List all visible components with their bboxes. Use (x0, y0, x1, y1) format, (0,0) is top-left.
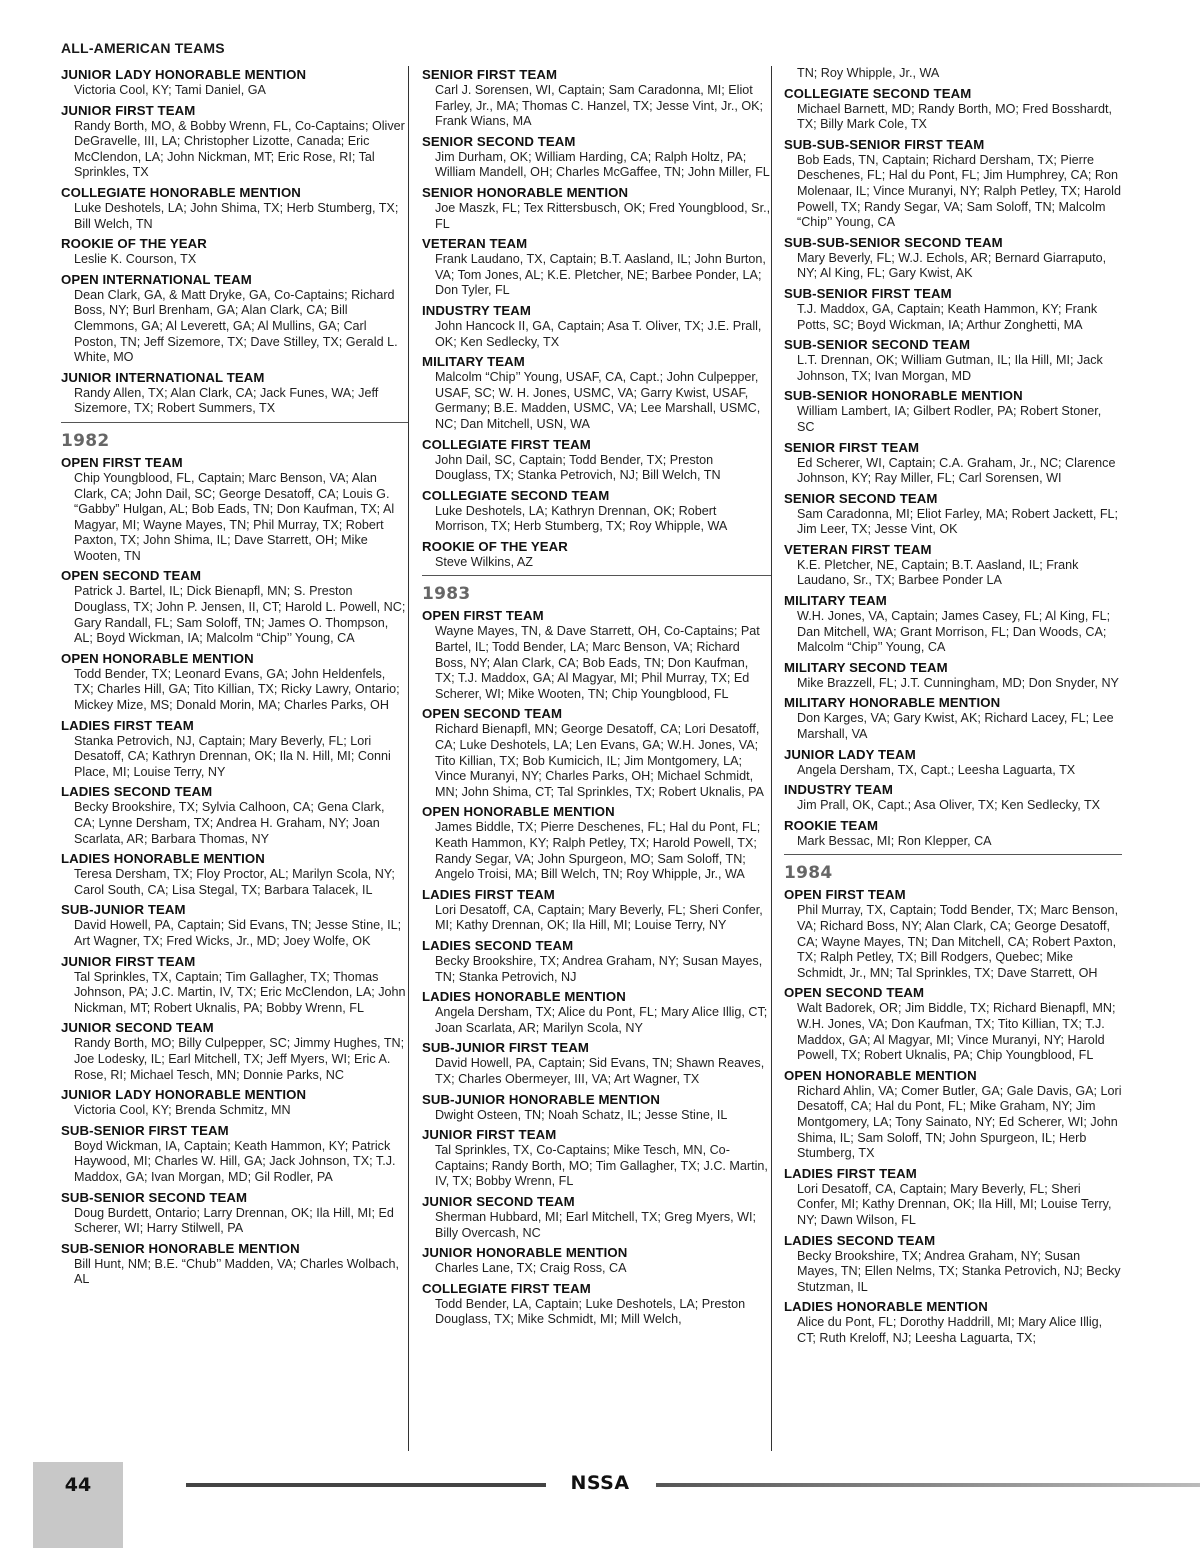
team-heading: INDUSTRY TEAM (422, 302, 532, 318)
team-members: Angela Dersham, TX; Alice du Pont, FL; Mary Alice Illig, CT; Joan Scarlata, AR; Marilyn Scola, NY (435, 1005, 768, 1035)
team-section (422, 538, 771, 571)
team-members: Alice du Pont, FL; Dorothy Haddrill, MI; Mary Alice Illig, CT; Ruth Kreloff, NJ; Leesha Laguarta, TX; (797, 1315, 1103, 1345)
team-section (422, 1244, 771, 1277)
team-members: Dwight Osteen, TN; Noah Schatz, IL; Jesse Stine, IL (435, 1107, 728, 1122)
team-heading: VETERAN FIRST TEAM (784, 541, 932, 557)
team-heading: OPEN INTERNATIONAL TEAM (61, 271, 252, 287)
team-heading: SUB-JUNIOR HONORABLE MENTION (422, 1091, 660, 1107)
team-members: Ed Scherer, WI, Captain; C.A. Graham, Jr., NC; Clarence Johnson, KY; Ray Miller, FL; Carl Sorensen, WI (797, 455, 1116, 486)
team-section (422, 988, 771, 1036)
team-section (422, 436, 771, 484)
team-section (61, 650, 408, 714)
team-section (61, 567, 408, 646)
team-section (422, 705, 771, 800)
team-members: Dean Clark, GA, & Matt Dryke, GA, Co-Captains; Richard Boss, NY; Burl Brenham, GA; Alan Clark, CA; Bill Clemmons, GA; Al Leverett, GA; Al Mullins, GA; Carl Poston, TN; Jeff Sizemore, TX; Dave Stilley, TX; Gerald L. White, MO (74, 287, 398, 365)
team-heading: JUNIOR LADY TEAM (784, 746, 916, 762)
team-section (784, 541, 1122, 589)
team-members: Randy Borth, MO, & Bobby Wrenn, FL, Co-Captains; Oliver DeGravelle, III, LA; Christopher Lizotte, Canada; Eric McClendon, LA; John Nickman, MT; Eric Rose, RI; Tal Sprinkles, TX (74, 118, 405, 180)
team-section (61, 1240, 408, 1288)
year-divider (61, 422, 408, 451)
team-members: Michael Barnett, MD; Randy Borth, MO; Fred Bosshardt, TX; Billy Mark Cole, TX (797, 101, 1112, 132)
team-section (784, 659, 1122, 692)
team-heading: JUNIOR LADY HONORABLE MENTION (61, 1087, 307, 1103)
team-section (784, 781, 1122, 814)
team-members: Becky Brookshire, TX; Sylvia Calhoon, CA; Gena Clark, CA; Lynne Dersham, TX; Andrea H. Graham, NY; Joan Scarlata, AR; Barbara Thomas, NY (74, 800, 385, 846)
team-section (784, 336, 1122, 384)
team-heading: LADIES SECOND TEAM (784, 1232, 936, 1248)
team-section (422, 1193, 771, 1241)
team-section (784, 85, 1122, 133)
team-heading: VETERAN TEAM (422, 236, 528, 252)
team-members: Steve Wilkins, AZ (435, 554, 533, 569)
team-members: Luke Deshotels, LA; Kathryn Drennan, OK; Robert Morrison, TX; Herb Stumberg, TX; Roy Whipple, WA (435, 503, 728, 534)
team-section (61, 1086, 408, 1119)
team-heading: COLLEGIATE HONORABLE MENTION (61, 184, 301, 200)
team-heading: COLLEGIATE SECOND TEAM (422, 487, 610, 503)
team-members: Bill Hunt, NM; B.E. “Chub’’ Madden, VA; Charles Wolbach, AL (74, 1256, 400, 1287)
team-section (422, 66, 771, 130)
team-members: Sherman Hubbard, MI; Earl Mitchell, TX; Greg Myers, WI; Billy Overcash, NC (435, 1209, 756, 1240)
team-members: Charles Lane, TX; Craig Ross, CA (435, 1261, 627, 1276)
team-heading: JUNIOR FIRST TEAM (61, 102, 196, 118)
team-members: Lori Desatoff, CA, Captain; Mary Beverly, FL; Sheri Confer, MI; Kathy Drennan, OK; Ila Hill, MI; Louise Terry, NY; Dawn Wilson, FL (797, 1181, 1112, 1227)
team-members: Mark Bessac, MI; Ron Klepper, CA (797, 833, 992, 848)
team-members: Malcolm “Chip’’ Young, USAF, CA, Capt.; John Culpepper, USAF, SC; W. H. Jones, USMC, VA; Garry Kwist, USAF, Germany; B.E. Madden, USMC, VA; Lee Marshall, USMC, NC; Dan Mitchell, USN, WA (435, 370, 761, 431)
page-number: 44 (64, 1474, 92, 1496)
team-members: Lori Desatoff, CA, Captain; Mary Beverly, FL; Sheri Confer, MI; Kathy Drennan, OK; Ila Hill, MI; Louise Terry, NY (435, 902, 763, 933)
team-heading: COLLEGIATE FIRST TEAM (422, 436, 591, 452)
team-members: John Dail, SC, Captain; Todd Bender, TX; Preston Douglass, TX; Stanka Petrovich, NJ; Bill Welch, TN (435, 452, 721, 483)
team-section (422, 803, 771, 882)
team-members: K.E. Pletcher, NE, Captain; B.T. Aasland, IL; Frank Laudano, Sr., TX; Barbee Ponder LA (797, 557, 1079, 588)
team-members: Mike Brazzell, FL; J.T. Cunningham, MD; Don Snyder, NY (797, 675, 1119, 690)
team-section (61, 1019, 408, 1083)
team-members: John Hancock II, GA, Captain; Asa T. Oliver, TX; J.E. Prall, OK; Ken Sedlecky, TX (435, 318, 762, 349)
footer-rule-right (656, 1483, 1200, 1487)
team-members: Teresa Dersham, TX; Floy Proctor, AL; Marilyn Scola, NY; Carol South, CA; Lisa Stegal, TX; Barbara Talacek, IL (74, 867, 395, 897)
team-section (784, 817, 1122, 850)
team-section (422, 353, 771, 432)
team-heading: SENIOR SECOND TEAM (784, 490, 938, 506)
team-section (422, 1039, 771, 1087)
year-divider (422, 575, 771, 604)
team-heading: SUB-SENIOR SECOND TEAM (784, 337, 971, 353)
team-heading: LADIES SECOND TEAM (61, 784, 213, 800)
team-heading: JUNIOR INTERNATIONAL TEAM (61, 369, 265, 385)
team-section (422, 133, 771, 181)
team-members: Boyd Wickman, IA, Captain; Keath Hammon, KY; Patrick Haywood, MI; Charles W. Hill, GA; Jack Johnson, TX; T.J. Maddox, GA; Ivan Morgan, MD; Gil Rodler, PA (74, 1138, 396, 1184)
team-section (422, 184, 771, 232)
team-section (422, 886, 771, 934)
team-members: Richard Bienapfl, MN; George Desatoff, CA; Lori Desatoff, CA; Luke Deshotels, LA; Len Evans, GA; W.H. Jones, VA; Tito Killian, TX; Bob Kumicich, IL; Jim Montgomery, LA; Vince Muranyi, NY; Charles Parks, OH; Michael Schmidt, MN; John Shima, CT; Tal Sprinkles, TX; Robert Uknalis, PA (435, 722, 764, 799)
team-section (61, 369, 408, 417)
page-number-box (33, 1462, 123, 1548)
team-section (61, 271, 408, 366)
footer-rule-left (186, 1483, 546, 1487)
team-section (61, 454, 408, 565)
team-members: Becky Brookshire, TX; Andrea Graham, NY; Susan Mayes, TN; Stanka Petrovich, NJ (435, 953, 763, 984)
team-members: Mary Beverly, FL; W.J. Echols, AR; Bernard Giarraputo, NY; Al King, FL; Gary Kwist, AK (797, 250, 1107, 281)
team-members: W.H. Jones, VA, Captain; James Casey, FL; Al King, FL; Dan Mitchell, WA; Grant Morrison, FL; Dan Woods, CA; Malcolm “Chip’’ Young, CA (797, 609, 1111, 655)
team-heading: COLLEGIATE FIRST TEAM (422, 1280, 591, 1296)
team-members: Todd Bender, LA, Captain; Luke Deshotels, LA; Preston Douglass, TX; Mike Schmidt, MI; Mill Welch, (435, 1296, 746, 1327)
team-members: Tal Sprinkles, TX, Co-Captains; Mike Tesch, MN, Co-Captains; Randy Borth, MO; Tim Gallagher, TX; J.C. Martin, IV, TX; Bobby Wrenn, FL (435, 1143, 768, 1189)
team-members: Victoria Cool, KY; Tami Daniel, GA (74, 83, 266, 97)
team-section (784, 1067, 1122, 1162)
team-heading: SENIOR HONORABLE MENTION (422, 184, 629, 200)
team-heading: SENIOR FIRST TEAM (422, 67, 558, 82)
team-section (61, 717, 408, 781)
team-heading: LADIES HONORABLE MENTION (422, 989, 626, 1005)
year-divider (784, 854, 1122, 883)
team-heading: OPEN FIRST TEAM (784, 887, 906, 903)
team-heading: LADIES FIRST TEAM (422, 886, 555, 902)
team-heading: SUB-SENIOR HONORABLE MENTION (61, 1240, 300, 1256)
team-section (784, 490, 1122, 538)
team-heading: ROOKIE OF THE YEAR (61, 236, 207, 252)
team-members: Jim Durham, OK; William Harding, CA; Ralph Holtz, PA; William Mandell, OH; Charles McGaffee, TN; John Miller, FL (435, 149, 770, 180)
team-heading: SUB-SENIOR FIRST TEAM (784, 285, 952, 301)
team-members: Randy Borth, MO; Billy Culpepper, SC; Jimmy Hughes, TN; Joe Lodesky, IL; Earl Mitchell, TX; Jeff Myers, WI; Eric A. Rose, RI; Michael Tesch, MN; Donnie Parks, NC (74, 1036, 405, 1082)
team-heading: LADIES HONORABLE MENTION (784, 1299, 988, 1315)
team-section (422, 937, 771, 985)
team-heading: OPEN FIRST TEAM (61, 454, 183, 470)
team-members: Sam Caradonna, MI; Eliot Farley, MA; Robert Jackett, FL; Jim Leer, TX; Jesse Vint, OK (797, 506, 1119, 537)
team-heading: OPEN SECOND TEAM (784, 985, 925, 1001)
team-heading: SUB-SUB-SENIOR FIRST TEAM (784, 136, 985, 152)
team-section (61, 783, 408, 847)
team-members: Bob Eads, TN, Captain; Richard Dersham, TX; Pierre Deschenes, FL; Hal du Pont, FL; Jim Humphrey, CA; Ron Molenaar, IL; Vince Muranyi, NY; Ralph Petley, TX; Harold Powell, TX; Randy Segar, VA; Sam Soloff, TN; Malcolm “Chip’’ Young, CA (797, 152, 1121, 230)
team-section (61, 850, 408, 898)
team-members: Carl J. Sorensen, WI, Captain; Sam Caradonna, MI; Eliot Farley, Jr., MA; Thomas C. Hanzel, TX; Jesse Vint, Jr., OK; Frank Wians, MA (435, 83, 764, 129)
team-heading: MILITARY TEAM (422, 354, 525, 370)
team-members: Angela Dersham, TX, Capt.; Leesha Laguarta, TX (797, 762, 1076, 777)
team-section (422, 487, 771, 535)
team-heading: LADIES SECOND TEAM (422, 937, 574, 953)
team-heading: LADIES HONORABLE MENTION (61, 851, 265, 867)
team-members: Patrick J. Bartel, IL; Dick Bienapfl, MN; S. Preston Douglass, TX; John P. Jensen, II, CT; Harold L. Powell, NC; Gary Randall, FL; Sam Soloff, TN; James O. Thompson, AL; Boyd Wickman, IA; Malcolm “Chip’’ Young, CA (74, 584, 406, 646)
team-section (422, 1280, 771, 1328)
team-members: William Lambert, IA; Gilbert Rodler, PA; Robert Stoner, SC (797, 404, 1102, 434)
team-members: T.J. Maddox, GA, Captain; Keath Hammon, KY; Frank Potts, SC; Boyd Wickman, IA; Arthur Zonghetti, MA (797, 301, 1098, 332)
team-heading: ROOKIE OF THE YEAR (422, 538, 568, 554)
team-section (784, 1298, 1122, 1346)
column-1 (61, 66, 409, 1451)
team-heading: SUB-SENIOR SECOND TEAM (61, 1189, 248, 1205)
team-members: Wayne Mayes, TN, & Dave Starrett, OH, Co-Captains; Pat Bartel, IL; Todd Bender, LA; Marc Benson, VA; Richard Boss, NY; Alan Clark, CA; Bob Eads, TN; Don Kaufman, TX; T.J. Maddox, GA; Al Magyar, MI; Phil Murray, TX; Ed Scherer, WI; Mike Wooten, TN; Chip Youngblood, FL (435, 624, 760, 701)
team-section (61, 1189, 408, 1237)
team-heading: JUNIOR SECOND TEAM (61, 1020, 214, 1036)
team-heading: OPEN SECOND TEAM (61, 568, 202, 584)
team-heading: SUB-JUNIOR FIRST TEAM (422, 1040, 589, 1056)
team-section (784, 234, 1122, 282)
continued-text: TN; Roy Whipple, Jr., WA (797, 66, 940, 80)
team-members: Don Karges, VA; Gary Kwist, AK; Richard Lacey, FL; Lee Marshall, VA (797, 711, 1114, 742)
team-section (784, 387, 1122, 435)
team-section (61, 235, 408, 268)
team-members: Victoria Cool, KY; Brenda Schmitz, MN (74, 1103, 291, 1118)
team-heading: COLLEGIATE SECOND TEAM (784, 85, 972, 101)
team-heading: MILITARY TEAM (784, 593, 887, 609)
year-heading: 1983 (422, 584, 471, 605)
team-heading: JUNIOR FIRST TEAM (422, 1127, 557, 1143)
column-2 (422, 66, 772, 1451)
team-section (784, 886, 1122, 981)
column-3 (784, 66, 1122, 1451)
team-members: Walt Badorek, OR; Jim Biddle, TX; Richard Bienapfl, MN; W.H. Jones, VA; Don Kaufman, TX; Tito Killian, TX; T.J. Maddox, GA; Al Magyar, MI; Vince Muranyi, NY; Harold Powell, TX; Robert Uknalis, PA; Chip Youngblood, FL (797, 1001, 1116, 1063)
team-members: Frank Laudano, TX, Captain; B.T. Aasland, IL; John Burton, VA; Tom Jones, AL; K.E. Pletcher, NE; Barbee Ponder, LA; Don Tyler, FL (435, 252, 766, 298)
team-section (422, 607, 771, 702)
team-members: Richard Ahlin, VA; Comer Butler, GA; Gale Davis, GA; Lori Desatoff, CA; Hal du Pont, FL; Mike Graham, NY; Jim Montgomery, LA; Tony Sainato, NY; Ed Scherer, WI; John Shima, IL; Sam Soloff, TN; John Spurgeon, IL; Herb Stumberg, TX (797, 1083, 1122, 1161)
team-members: Todd Bender, TX; Leonard Evans, GA; John Heldenfels, TX; Charles Hill, GA; Tito Killian, TX; Ricky Lawry, Ontario; Mickey Mize, MS; Donald Morin, MA; Charles Parks, OH (74, 666, 400, 713)
team-heading: LADIES FIRST TEAM (784, 1165, 917, 1181)
team-members: Luke Deshotels, LA; John Shima, TX; Herb Stumberg, TX; Bill Welch, TN (74, 200, 399, 231)
team-members: Jim Prall, OK, Capt.; Asa Oliver, TX; Ken Sedlecky, TX (797, 798, 1101, 813)
team-heading: JUNIOR SECOND TEAM (422, 1193, 575, 1209)
team-section (784, 285, 1122, 333)
team-section (784, 136, 1122, 231)
page-title: ALL-AMERICAN TEAMS (61, 40, 225, 56)
year-heading: 1984 (784, 863, 833, 884)
team-members: Randy Allen, TX; Alan Clark, CA; Jack Funes, WA; Jeff Sizemore, TX; Robert Summers, TX (74, 385, 379, 416)
team-members: Becky Brookshire, TX; Andrea Graham, NY; Susan Mayes, TN; Ellen Nelms, TX; Stanka Petrovich, NJ; Becky Stutzman, IL (797, 1248, 1121, 1294)
team-section (784, 592, 1122, 656)
team-heading: MILITARY HONORABLE MENTION (784, 695, 1001, 711)
footer-brand: NSSA (570, 1472, 630, 1494)
team-members: Joe Maszk, FL; Tex Rittersbusch, OK; Fred Youngblood, Sr., FL (435, 200, 771, 231)
team-section (422, 235, 771, 299)
team-heading: SUB-SUB-SENIOR SECOND TEAM (784, 234, 1003, 250)
team-section (784, 1165, 1122, 1229)
team-section (61, 1122, 408, 1186)
team-members: L.T. Drennan, OK; William Gutman, IL; Ila Hill, MI; Jack Johnson, TX; Ivan Morgan, MD (797, 353, 1103, 383)
team-members: Doug Burdett, Ontario; Larry Drennan, OK; Ila Hill, MI; Ed Scherer, WI; Harry Stilwell, PA (74, 1205, 394, 1236)
team-members: Chip Youngblood, FL, Captain; Marc Benson, VA; Alan Clark, CA; John Dail, SC; George Desatoff, CA; Louis G. “Gabby” Hulgan, AL; Bob Eads, TN; Don Kaufman, TX; Al Magyar, MI; Wayne Mayes, TN; Phil Murray, TX; Robert Paxton, TX; John Shima, IL; Dave Starrett, OH; Mike Wooten, TN (74, 470, 395, 563)
team-heading: OPEN FIRST TEAM (422, 608, 544, 624)
team-section (784, 694, 1122, 742)
team-heading: JUNIOR LADY HONORABLE MENTION (61, 67, 307, 82)
team-members: Phil Murray, TX, Captain; Todd Bender, TX; Marc Benson, VA; Richard Boss, NY; Alan Clark, CA; George Desatoff, CA; Wayne Mayes, TN; Dan Mitchell, CA; Robert Paxton, TX; Ralph Petley, TX; Bill Rodgers, Quebec; Mike Schmidt, Jr., MN; Tal Sprinkles, TX; Dave Starrett, OH (797, 903, 1119, 980)
team-heading: LADIES FIRST TEAM (61, 717, 194, 733)
team-heading: INDUSTRY TEAM (784, 782, 894, 798)
team-section (784, 1232, 1122, 1296)
team-heading: SENIOR SECOND TEAM (422, 133, 576, 149)
team-heading: SUB-SENIOR HONORABLE MENTION (784, 388, 1023, 404)
team-members: James Biddle, TX; Pierre Deschenes, FL; Hal du Pont, FL; Keath Hammon, KY; Ralph Petley, TX; Harold Powell, TX; Randy Segar, VA; John Spurgeon, MO; Sam Soloff, TN; Angelo Troisi, MA; Bill Welch, TN; Roy Whipple, Jr., WA (435, 820, 761, 882)
team-heading: MILITARY SECOND TEAM (784, 659, 948, 675)
team-heading: SUB-JUNIOR TEAM (61, 902, 186, 918)
team-heading: JUNIOR FIRST TEAM (61, 953, 196, 969)
team-section (784, 439, 1122, 487)
team-section (61, 953, 408, 1017)
team-heading: OPEN HONORABLE MENTION (784, 1067, 977, 1083)
team-section (784, 746, 1122, 779)
team-section (61, 66, 408, 99)
team-section (61, 184, 408, 232)
team-heading: SUB-SENIOR FIRST TEAM (61, 1122, 229, 1138)
year-heading: 1982 (61, 430, 110, 451)
team-members: David Howell, PA, Captain; Sid Evans, TN; Shawn Reaves, TX; Charles Obermeyer, III, VA; Art Wagner, TX (435, 1056, 765, 1086)
team-heading: OPEN HONORABLE MENTION (61, 650, 254, 666)
team-section (61, 102, 408, 181)
team-heading: OPEN SECOND TEAM (422, 706, 563, 722)
team-section (422, 1091, 771, 1124)
team-section (422, 302, 771, 350)
team-section (784, 984, 1122, 1063)
team-heading: ROOKIE TEAM (784, 817, 879, 833)
team-heading: JUNIOR HONORABLE MENTION (422, 1245, 628, 1261)
team-members: Tal Sprinkles, TX, Captain; Tim Gallagher, TX; Thomas Johnson, PA; J.C. Martin, IV, TX; Eric McClendon, LA; John Nickman, MT; Robert Uknalis, PA; Bobby Wrenn, FL (74, 969, 406, 1015)
team-section (422, 1126, 771, 1190)
team-section (61, 901, 408, 949)
team-heading: SENIOR FIRST TEAM (784, 439, 920, 455)
team-members: Stanka Petrovich, NJ, Captain; Mary Beverly, FL; Lori Desatoff, CA; Kathryn Drennan, OK; Ila N. Hill, MI; Conni Place, MI; Louise Terry, NY (74, 733, 391, 779)
team-members: Leslie K. Courson, TX (74, 252, 197, 267)
team-members: David Howell, PA, Captain; Sid Evans, TN; Jesse Stine, IL; Art Wagner, TX; Fred Wicks, Jr., MD; Joey Wolfe, OK (74, 918, 402, 948)
team-heading: OPEN HONORABLE MENTION (422, 804, 615, 820)
